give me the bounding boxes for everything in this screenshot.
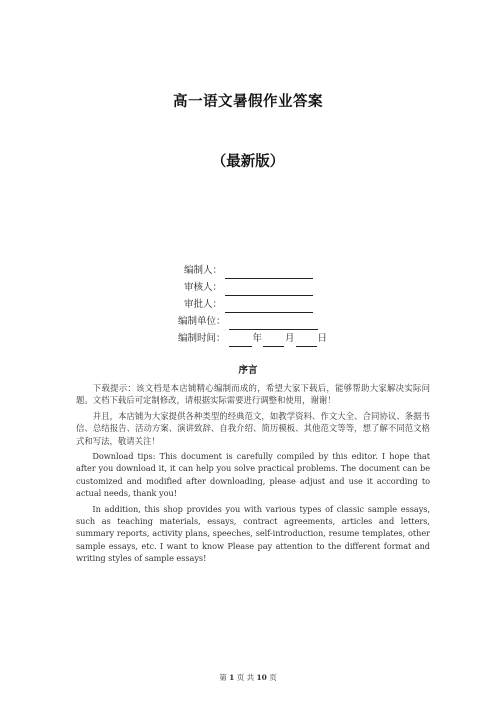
- unit-blank-line: [229, 317, 318, 330]
- preface-body: [76, 382, 430, 568]
- editor-blank-line: [225, 266, 313, 279]
- day-label: 日: [317, 333, 328, 344]
- document-title: 高一语文暑假作业答案: [173, 94, 323, 110]
- total-page-count: 10: [256, 673, 267, 682]
- date-label: 编制时间：: [178, 333, 226, 344]
- footer-suffix: 页: [269, 673, 277, 682]
- page-footer: [0, 672, 496, 683]
- unit-label: 编制单位：: [178, 316, 226, 327]
- reviewer-row: [178, 279, 328, 296]
- preface-paragraph: 并且，本店铺为大家提供各种类型的经典范文，如教学资料、作文大全、合同协议、条据书信、总结报告、活动方案、演讲致辞、自我介绍、简历模板、其他范文等等，想了解不同范文格式和写法，敬请关注！: [76, 410, 430, 446]
- preface-paragraph: 下载提示：该文档是本店铺精心编制而成的，希望大家下载后，能够帮助大家解决实际问题。文档下载后可定制修改，请根据实际需要进行调整和使用，谢谢！: [76, 383, 430, 406]
- editor-row: [178, 262, 328, 279]
- preface-title: 序言: [238, 365, 258, 376]
- editor-label: 编制人：: [184, 265, 223, 276]
- current-page-number: 1: [229, 673, 235, 682]
- year-blank-line: [229, 334, 252, 347]
- day-blank-line: [296, 334, 317, 347]
- reviewer-label: 审核人：: [184, 282, 223, 293]
- document-subtitle: （最新版）: [211, 154, 285, 170]
- preface-paragraph: Download tips: This document is carefully compiled by this editor. I hope that after you download it, it can help you solve practical problems. The document can be customized and modified after downloading, please adjust and use it according to actual needs, thank you!: [76, 451, 430, 499]
- unit-row: [178, 313, 328, 330]
- approver-label: 审批人：: [184, 299, 223, 310]
- approver-row: [178, 296, 328, 313]
- footer-prefix: 第: [219, 673, 227, 682]
- date-row: [178, 330, 328, 347]
- month-blank-line: [263, 334, 284, 347]
- month-label: 月: [285, 333, 295, 344]
- metadata-fields: [178, 262, 328, 347]
- approver-blank-line: [225, 300, 313, 313]
- preface-paragraph: In addition, this shop provides you with various types of classic sample essays, such as teaching materials, essays, contract agreements, articles and letters, summary reports, activity plans, speeches, self-introduction, resume templates, other sample essays, etc. I want to know Please pay attention to the different format and writing styles of sample essays!: [76, 503, 430, 564]
- reviewer-blank-line: [225, 283, 313, 296]
- year-label: 年: [252, 333, 263, 344]
- footer-middle: 页 共: [236, 673, 255, 682]
